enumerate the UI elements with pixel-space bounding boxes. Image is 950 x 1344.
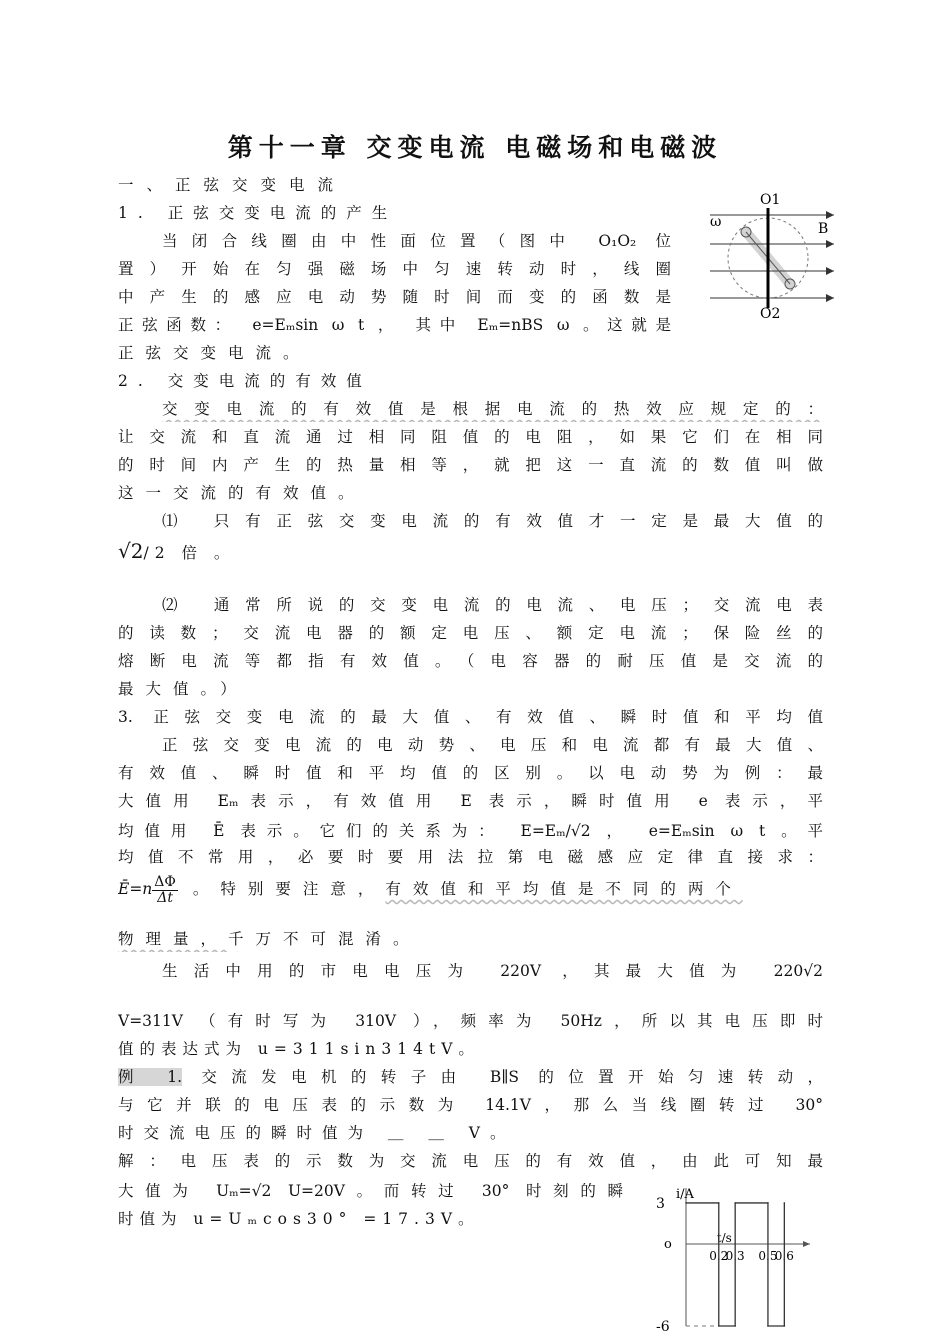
paragraph-line (162, 396, 823, 422)
paragraph-line: 正弦函数： e=Eₘsin ω t ， 其中 Eₘ=nBS ω 。这就是 (118, 316, 671, 334)
paragraph-line: 有效值、瞬时值和平均值的区别。以电动势为例：最 (118, 764, 823, 782)
formula-line (118, 866, 823, 912)
paragraph-text: 千万不可混淆。 (228, 930, 421, 948)
paragraph-line: 中产生的感应电动势随时间而变的函数是 (118, 288, 671, 306)
paragraph-line: 大值用 Eₘ表示，有效值用 E 表示，瞬时值用 e 表示，平 (118, 792, 823, 810)
paragraph-line: V=311V （有时写为 310V ），频率为 50Hz，所以其电压即时 (118, 1012, 823, 1030)
subsection-heading-2: 2. 交变电流的有效值 (118, 372, 372, 390)
fraction-denominator: Δt (157, 889, 173, 906)
example-line: 与它并联的电压表的示数为 14.1V，那么当线圈转过 30° (118, 1096, 823, 1114)
example-line (118, 1064, 823, 1090)
paragraph-line (118, 536, 823, 566)
subsection-heading-1: 1. 正弦交变电流的产生 (118, 204, 398, 222)
x-tick-label: 0.5 (758, 1248, 778, 1263)
data-point (734, 1325, 736, 1327)
x-tick-label: 0.2 (709, 1248, 729, 1263)
origin-label: o (664, 1236, 672, 1252)
data-point (784, 1202, 786, 1204)
example-label: 例 1. (118, 1068, 183, 1086)
emphasis-text: 交变电流的有效值是根据电流的热效应规定的： (162, 400, 823, 418)
data-point (784, 1325, 786, 1327)
current-time-chart (640, 1184, 820, 1334)
x-tick-label: 0.3 (725, 1248, 745, 1263)
current-series-line (686, 1203, 784, 1326)
field-b-label: B (818, 221, 829, 237)
x-axis-label: t/s (716, 1230, 732, 1245)
paragraph-line: 均值用 Ē 表示。它们的关系为： E=Eₘ/√2 ， e=Eₘsin ω t 。平 (118, 822, 823, 840)
data-point (718, 1202, 720, 1204)
paragraph-line: 最大值。） (118, 680, 248, 698)
data-point (767, 1202, 769, 1204)
data-point (767, 1325, 769, 1327)
emphasis-text: 有效值和平均值是不同的两个 (385, 880, 743, 898)
emphasis-text: 物理量， (118, 930, 229, 948)
y-tick-label: -6 (656, 1319, 670, 1334)
axis-top-label: O1 (760, 192, 781, 208)
data-point (718, 1325, 720, 1327)
solution-line: 解：电压表的示数为交流电压的有效值，由此可知最 (118, 1152, 823, 1170)
sqrt-two: √2 (118, 539, 144, 563)
data-point (685, 1202, 687, 1204)
solution-line: 大值为 Uₘ=√2 U=20V。而转过 30° 时刻的瞬 (118, 1182, 623, 1200)
y-axis-label: i/A (676, 1187, 694, 1202)
axis-bottom-label: O2 (760, 306, 781, 322)
paragraph-line: 生活中用的市电电压为 220V ，其最大值为 220√2 (162, 962, 823, 980)
paragraph-line: 均值不常用，必要时要用法拉第电磁感应定律直接求： (118, 848, 823, 866)
paragraph-line: 熔断电流等都指有效值。（电容器的耐压值是交流的 (118, 652, 823, 670)
paragraph-line: 正弦交变电流。 (118, 344, 311, 362)
example-text: 交流发电机的转子由 B∥S 的位置开始匀速转动， (182, 1068, 823, 1086)
paragraph-line: 这一交流的有效值。 (118, 484, 366, 502)
mean-emf-formula: Ē=n (118, 880, 153, 898)
paragraph-line: ⑴ 只有正弦交变电流的有效值才一定是最大值的 (162, 512, 823, 530)
paragraph-text: 。特别要注意， (192, 880, 386, 898)
fraction-numerator: ΔΦ (154, 873, 176, 890)
paragraph-line: 正弦交变电流的电动势、电压和电流都有最大值、 (162, 736, 823, 754)
paragraph-line: 值的表达式为 u=311sin314tV。 (118, 1040, 480, 1058)
paragraph-line: 的读数；交流电器的额定电压、额定电流；保险丝的 (118, 624, 823, 642)
omega-label: ω (710, 214, 722, 230)
x-axis-arrow (803, 1241, 810, 1247)
solution-line: 时值为 u=Uₘcos30° =17.3V。 (118, 1210, 480, 1228)
rotating-coil-figure (700, 188, 840, 324)
fraction-text: /2 倍 。 (143, 544, 236, 562)
y-tick-label: 3 (656, 1195, 665, 1212)
paragraph-line: ⑵ 通常所说的交变电流的电流、电压；交流电表 (162, 596, 823, 614)
paragraph-line: 让交流和直流通过相同阻值的电阻，如果它们在相同 (118, 428, 823, 446)
subsection-heading-3: 3. 正弦交变电流的最大值、有效值、瞬时值和平均值 (118, 708, 823, 726)
x-tick-label: 0.6 (774, 1248, 794, 1263)
paragraph-line: 置）开始在匀强磁场中匀速转动时，线圈 (118, 260, 671, 278)
paragraph-line: 的时间内产生的热量相等，就把这一直流的数值叫做 (118, 456, 823, 474)
section-heading-1: 一、正弦交变电流 (118, 176, 347, 194)
paragraph-line: 当闭合线圈由中性面位置（图中 O₁O₂ 位 (162, 232, 671, 250)
example-line: 时交流电压的瞬时值为 ＿ ＿ V。 (118, 1124, 516, 1142)
paragraph-line (118, 926, 823, 952)
flux-fraction (152, 875, 178, 906)
page-title: 第十一章 交变电流 电磁场和电磁波 (227, 133, 723, 162)
data-point (734, 1202, 736, 1204)
